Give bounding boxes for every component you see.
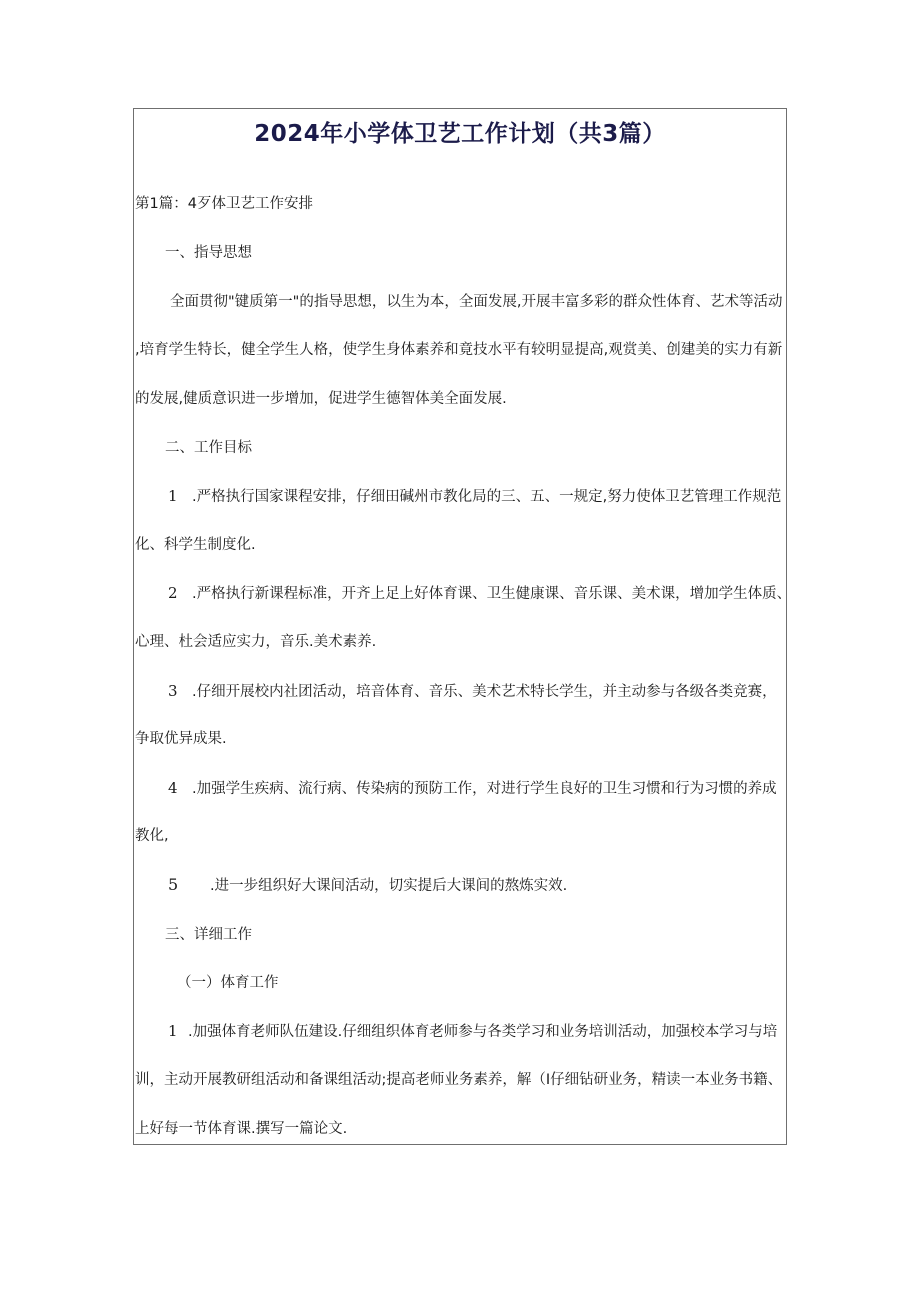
paragraph-line: 上好每一节体育课.撰写一篇论文.: [135, 1121, 348, 1137]
paragraph-line: 教化,: [135, 828, 169, 844]
section-heading: 第1篇：4歹体卫艺工作安排: [135, 196, 313, 212]
item-text: .严格执行新课程标准，开齐上足上好体育课、卫生健康课、音乐课、美术课，增加学生体质、: [192, 586, 792, 602]
item-text: .仔细开展校内社团活动，培音体育、音乐、美术艺术特长学生，并主动参与各级各类竞赛，: [192, 684, 777, 700]
item-number: 5: [168, 875, 179, 894]
item-number: 2: [168, 584, 178, 602]
item-number: 4: [168, 779, 178, 797]
part2-heading: 二、工作目标: [165, 440, 252, 456]
work-item-1: [168, 1021, 777, 1042]
item-number: 3: [168, 682, 178, 700]
item-text: .加强体育老师队伍建设.仔细组织体育老师参与各类学习和业务培训活动，加强校本学习与培: [188, 1024, 778, 1040]
paragraph-line: 全面贯彻"键质第一"的指导思想，以生为本，全面发展,开展丰富多彩的群众性体育、艺术等活动: [170, 294, 783, 310]
paragraph-line: 训，主动开展教研组活动和备课组活动;提高老师业务素养，解（I仔细钻研业务，精读一本业务书籍、: [135, 1072, 783, 1088]
item-number: 1: [168, 487, 178, 505]
document-title: 2024年小学体卫艺工作计划（共3篇）: [254, 121, 666, 147]
paragraph-line: 化、科学生制度化.: [135, 537, 256, 553]
goal-item-1: [168, 486, 781, 507]
part3-heading: 三、详细工作: [165, 927, 252, 943]
paragraph-line: 争取优异成果.: [135, 731, 227, 747]
item-text: .严格执行国家课程安排，仔细田碱州市教化局的三、五、一规定,努力使体卫艺管理工作规范: [192, 489, 782, 505]
part1-heading: 一、指导思想: [165, 245, 252, 261]
item-text: .进一步组织好大课间活动，切实提后大课间的熬炼实效.: [210, 878, 568, 894]
goal-item-4: [168, 778, 777, 799]
goal-item-3: [168, 681, 777, 702]
paragraph-line: 心理、杜会适应实力，音乐.美术素养.: [135, 634, 377, 650]
item-number: 1: [168, 1022, 178, 1040]
part3-subheading: （一）体育工作: [177, 975, 279, 991]
goal-item-5: [168, 875, 567, 896]
paragraph-line: 的发展,健质意识进一步增加，促进学生德智体美全面发展.: [135, 391, 507, 407]
paragraph-line: ,培育学生特长，健全学生人格，使学生身体素养和竟技水平有较明显提高,观赏美、创建美的实力有新: [135, 342, 783, 358]
goal-item-2: [168, 583, 791, 604]
item-text: .加强学生疾病、流行病、传染病的预防工作，对进行学生良好的卫生习惯和行为习惯的养成: [192, 781, 777, 797]
